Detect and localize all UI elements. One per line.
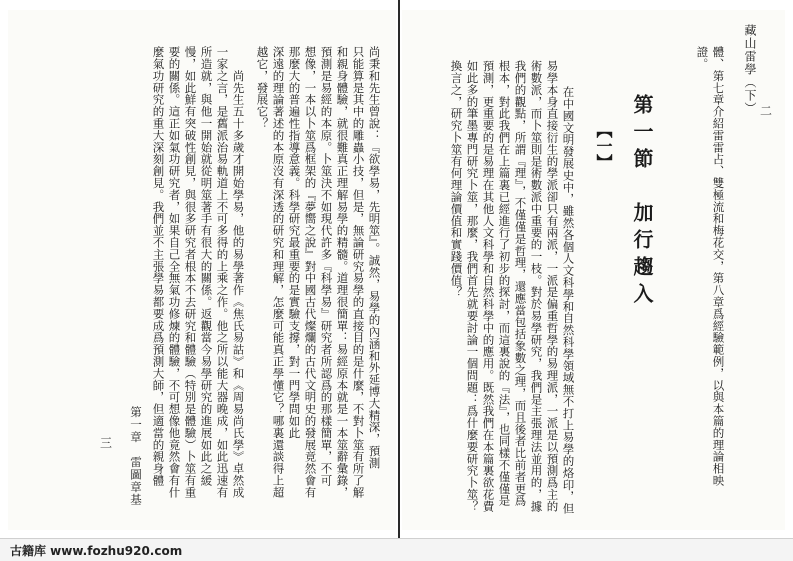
running-header: 藏山雷學（下）: [743, 24, 757, 115]
watermark-text: 古籍库 www.fozhu920.com: [10, 544, 183, 558]
body-line: 預測，更重要的是易理在其他人文科學和自然科學中的應用。既然我們在本篇裏欲花費: [481, 60, 496, 513]
body-line: 所造就，與他一開始就從明筮著手有很大的關係。返觀當今易學研究的進展如此之緩: [199, 46, 214, 487]
body-line: 只能算是其中的雕蟲小技，但是，無論研究易學的直接目的是什麼，不對卜筮有所了解: [351, 46, 366, 499]
body-line: 在中國文明發展史中，雖然各個人文科學和自然科學領域無不打上易學的烙印，但: [561, 86, 576, 515]
body-line: 換言之，研究卜筮有何理論價值和實踐價值？: [449, 60, 464, 298]
body-line: 尚先生五十多歲才開始學易，他的易學著作《焦氏易詁》和《周易尚氏學》卓然成: [231, 46, 246, 499]
body-line: 要的關係。這正如氣功研究者，如果自己全無氣功修煉的體驗，不可想像他竟然會有什: [167, 46, 182, 499]
section-title: 第一節 加行趨入: [630, 94, 654, 310]
left-page: [8, 10, 396, 530]
body-line: 我們的觀點，所謂『理』，不僅僅是哲理，還應當包括象數之理，而且後者比前者更爲: [513, 60, 528, 507]
body-line: 那麼大的普遍性指導意義。科學研究最重要的是實驗支撐，對一門學問如此: [287, 46, 302, 439]
body-line: 根本，對此我們在上篇裏已經進行了初步的探討，而這裏說的『法』，也同樣不僅僅是: [497, 60, 512, 507]
watermark-bar: [0, 538, 793, 561]
intro-line: 體、第七章介紹雷雷占、雙極流和梅花交，第八章爲經驗範例，以與本篇的理論相映: [711, 46, 726, 487]
intro-line: 證。: [695, 46, 710, 70]
body-line: 一家之言，是舊派治易軌道上不可多得的上乘之作。他之所以能大器晚成，如此迅速有: [215, 46, 230, 499]
body-line: 深遠的理論著述的本原沒有深透的研究和理解，怎麼可能真正學懂它？哪裏還談得上超: [271, 46, 286, 499]
body-line: 預測是易經的本原。卜筮決不如現代許多『科學易』研究者所認爲的那樣簡單，不可: [319, 46, 334, 487]
body-line: 想像，一本以卜筮爲框架的『夢嚮之說』對中國古代燦爛的古代文明史的發展竟然會有: [303, 46, 318, 499]
page-number: 三: [100, 436, 113, 450]
right-page: [402, 10, 785, 530]
body-line: 術數派，而卜筮則是術數派中重要的一枝。對於易學研究，我們是主張理法並用的，據: [529, 60, 544, 513]
page-number: 二: [760, 104, 773, 118]
subsection-marker: 【一】: [594, 122, 613, 170]
body-line: 易學本身直接衍生的學派卻只有兩派，一派是偏重哲學的易理派，一派是以預測爲主的: [545, 60, 560, 513]
body-line: 如此多的筆墨專門研究卜筮，那麼，我們首先就要討論一個問題：爲什麼要研究卜筮？: [465, 60, 480, 513]
body-line: 慢，如此鮮有突破性創見，與很多研究者根本不去研究和體驗（特別是體驗）卜筮有重: [183, 46, 198, 499]
body-line: 麼氣功研究的重大深刻創見。我們並不主張學易都要成爲預測大師，但適當的親身體: [151, 46, 166, 487]
chapter-footer: 第一章 雷圖章基: [129, 406, 143, 506]
body-line: 尚秉和先生曾說：『欲學易，先明筮』。誠然，易學的內涵和外延博大精深，預測: [367, 46, 382, 469]
book-spine: [398, 0, 400, 540]
body-line: 越它，發展它？: [255, 46, 270, 130]
body-line: 和親身體驗，就很難真正理解易學的精髓。道理很簡單：易經原本就是一本筮辭彙錄，: [335, 46, 350, 499]
